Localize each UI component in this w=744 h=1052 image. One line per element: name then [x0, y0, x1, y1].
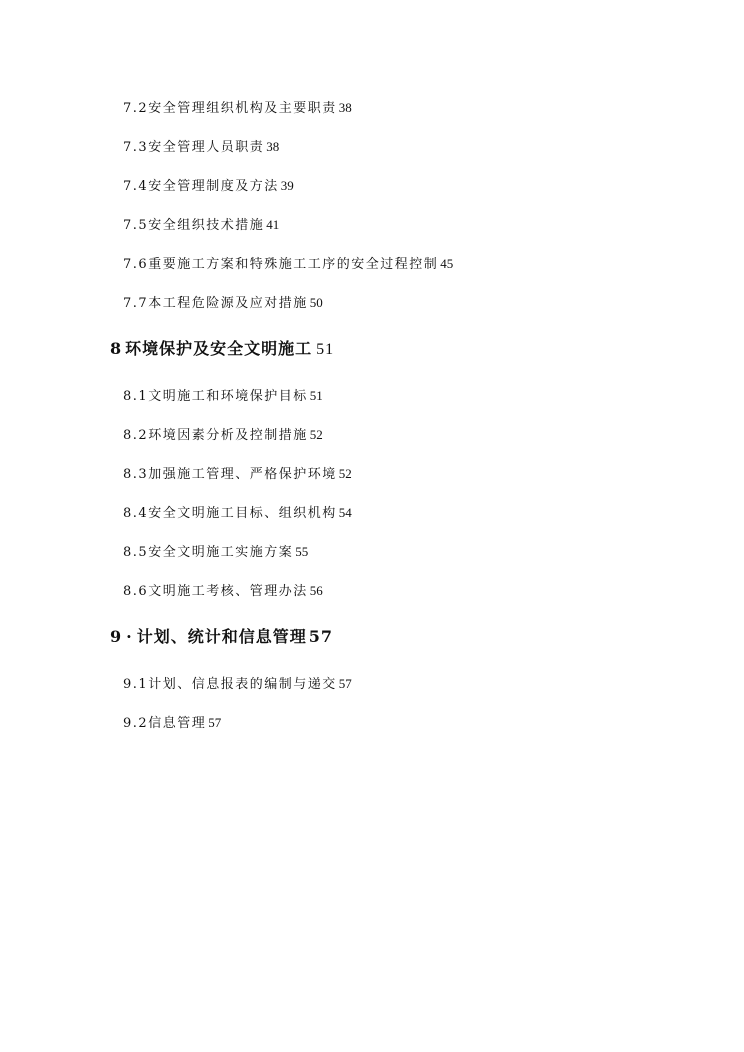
toc-entry-8-1[interactable]	[123, 389, 323, 403]
toc-entry-number: 7.6	[123, 257, 149, 272]
toc-entry-page: 41	[266, 217, 280, 232]
toc-section-separator: ·	[126, 627, 133, 646]
toc-entry-number: 7.7	[123, 296, 149, 311]
toc-entry-8-3[interactable]	[123, 467, 352, 481]
toc-entry-page: 50	[309, 295, 323, 310]
toc-entry-page: 52	[309, 427, 323, 442]
toc-entry-number: 7.3	[123, 140, 149, 155]
toc-entry-page: 38	[338, 100, 352, 115]
toc-entry-title: 安全管理人员职责	[148, 140, 265, 155]
toc-entry-7-7[interactable]	[123, 296, 323, 310]
toc-entry-title: 环境因素分析及控制措施	[148, 428, 308, 443]
toc-entry-page: 38	[266, 139, 280, 154]
toc-entry-page: 45	[440, 256, 454, 271]
toc-entry-title: 文明施工和环境保护目标	[148, 389, 308, 404]
toc-entry-page: 56	[309, 583, 323, 598]
toc-entry-page: 57	[208, 715, 222, 730]
toc-entry-7-4[interactable]	[123, 179, 294, 193]
toc-entry-page: 52	[338, 466, 352, 481]
toc-entry-title: 本工程危险源及应对措施	[148, 296, 308, 311]
toc-entry-title: 计划、信息报表的编制与递交	[148, 677, 337, 692]
toc-entry-8-4[interactable]	[123, 506, 352, 520]
toc-entry-7-2[interactable]	[123, 101, 352, 115]
toc-entry-number: 9.2	[123, 716, 149, 731]
toc-entry-number: 8.5	[123, 545, 149, 560]
toc-entry-title: 重要施工方案和特殊施工工序的安全过程控制	[148, 257, 439, 272]
toc-entry-title: 文明施工考核、管理办法	[148, 584, 308, 599]
toc-entry-number: 7.5	[123, 218, 149, 233]
toc-entry-title: 安全管理制度及方法	[148, 179, 279, 194]
toc-entry-9-1[interactable]	[123, 677, 352, 691]
toc-entry-8-2[interactable]	[123, 428, 323, 442]
toc-entry-title: 安全文明施工目标、组织机构	[148, 506, 337, 521]
toc-section-title: 环境保护及安全文明施工	[125, 339, 313, 358]
toc-entry-7-6[interactable]	[123, 257, 453, 271]
toc-entry-9-2[interactable]	[123, 716, 221, 730]
toc-entry-page: 55	[295, 544, 309, 559]
toc-entry-title: 安全组织技术措施	[148, 218, 265, 233]
toc-section-8[interactable]	[110, 341, 334, 358]
toc-section-number: 8	[110, 339, 123, 358]
toc-entry-number: 8.3	[123, 467, 149, 482]
toc-entry-number: 8.4	[123, 506, 149, 521]
toc-entry-8-5[interactable]	[123, 545, 308, 559]
toc-entry-number: 8.2	[123, 428, 149, 443]
toc-section-number: 9	[110, 627, 123, 646]
toc-entry-page: 57	[338, 676, 352, 691]
toc-entry-number: 9.1	[123, 677, 149, 692]
toc-section-page: 51	[316, 341, 335, 358]
toc-entry-page: 51	[309, 388, 323, 403]
toc-entry-number: 8.6	[123, 584, 149, 599]
toc-entry-title: 信息管理	[148, 716, 207, 731]
toc-entry-page: 54	[338, 505, 352, 520]
toc-entry-8-6[interactable]	[123, 584, 323, 598]
toc-section-9[interactable]	[110, 629, 333, 645]
toc-entry-7-3[interactable]	[123, 140, 279, 154]
toc-entry-page: 39	[280, 178, 294, 193]
toc-section-title: 计划、统计和信息管理	[136, 627, 307, 646]
toc-section-page: 57	[308, 627, 333, 646]
toc-entry-number: 8.1	[123, 389, 149, 404]
toc-entry-number: 7.4	[123, 179, 149, 194]
toc-entry-title: 安全文明施工实施方案	[148, 545, 294, 560]
toc-entry-title: 安全管理组织机构及主要职责	[148, 101, 337, 116]
toc-entry-title: 加强施工管理、严格保护环境	[148, 467, 337, 482]
toc-entry-7-5[interactable]	[123, 218, 279, 232]
toc-entry-number: 7.2	[123, 101, 149, 116]
